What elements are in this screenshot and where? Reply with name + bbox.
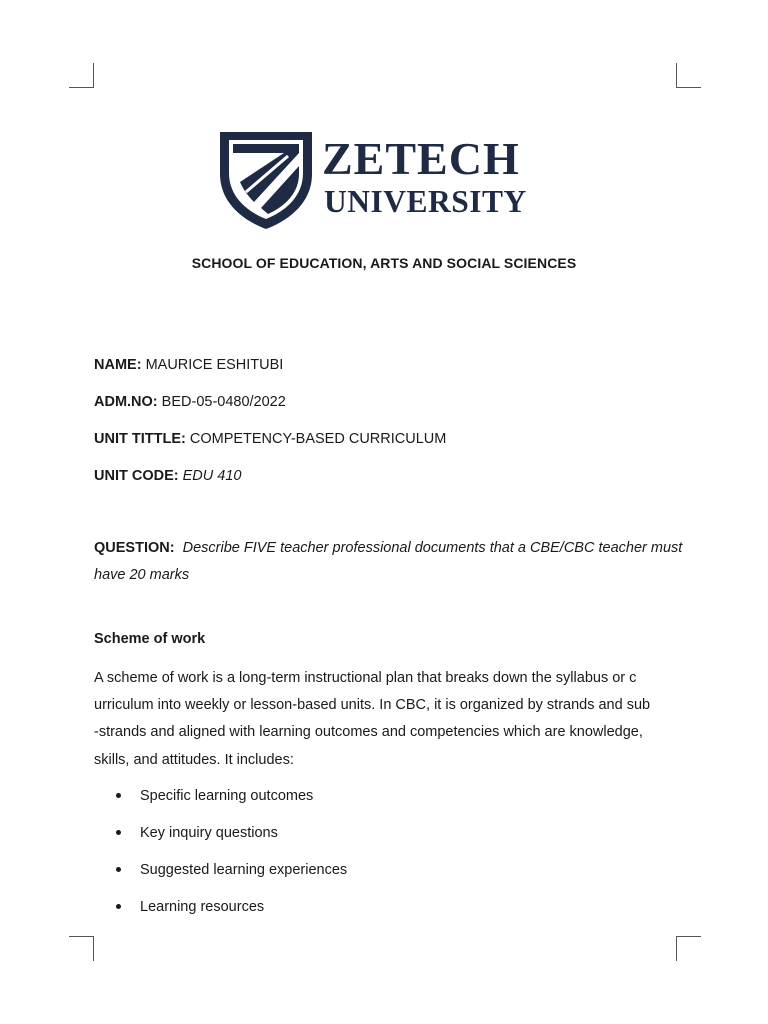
crop-mark-bottom-right <box>676 936 701 961</box>
name-label: NAME: <box>94 357 142 373</box>
school-heading: SCHOOL OF EDUCATION, ARTS AND SOCIAL SCIENCES <box>191 255 577 271</box>
question-text: Describe FIVE teacher professional documents that a CBE/CBC teacher must have 20 marks <box>94 540 683 583</box>
bullet-icon <box>116 793 121 798</box>
list-item <box>94 858 347 895</box>
unit-code-label: UNIT CODE: <box>94 468 179 484</box>
list-item-text: Suggested learning experiences <box>140 862 348 878</box>
crop-mark-bottom-left <box>69 936 94 961</box>
paragraph-line: skills, and attitudes. It includes: <box>94 751 294 768</box>
adm-row <box>94 392 286 412</box>
bullet-icon <box>116 830 121 835</box>
adm-label: ADM.NO: <box>94 394 158 410</box>
adm-value: BED-05-0480/2022 <box>161 394 286 410</box>
bullet-icon <box>116 904 121 909</box>
crop-mark-top-left <box>69 63 94 88</box>
logo-wordmark-top: ZETECH <box>322 133 520 184</box>
bullet-list <box>94 784 347 932</box>
section-heading: Scheme of work <box>94 631 206 647</box>
section-paragraph <box>94 665 678 774</box>
bullet-icon <box>116 867 121 872</box>
paragraph-line: urriculum into weekly or lesson-based units. In CBC, it is organized by strands and sub <box>94 697 651 714</box>
list-item-text: Specific learning outcomes <box>140 788 314 804</box>
question-block <box>94 535 684 589</box>
paragraph-line: A scheme of work is a long-term instructional plan that breaks down the syllabus or c <box>94 670 637 686</box>
logo-wordmark-bottom: UNIVERSITY <box>324 184 527 219</box>
unit-code-value: EDU 410 <box>182 468 242 484</box>
unit-code-row <box>94 466 241 486</box>
crop-mark-top-right <box>676 63 701 88</box>
list-item <box>94 895 347 932</box>
list-item-text: Key inquiry questions <box>140 825 278 841</box>
unit-title-label: UNIT TITTLE: <box>94 431 186 447</box>
list-item <box>94 821 347 858</box>
list-item-text: Learning resources <box>140 899 265 915</box>
university-logo <box>216 126 556 230</box>
name-row <box>94 355 283 375</box>
shield-icon <box>220 132 312 229</box>
question-label: QUESTION: <box>94 540 175 556</box>
paragraph-line: -strands and aligned with learning outcomes and competencies which are knowledge, <box>94 724 643 741</box>
unit-title-row <box>94 429 446 449</box>
list-item <box>94 784 347 821</box>
name-value: MAURICE ESHITUBI <box>145 357 284 373</box>
unit-title-value: COMPETENCY-BASED CURRICULUM <box>189 431 447 447</box>
